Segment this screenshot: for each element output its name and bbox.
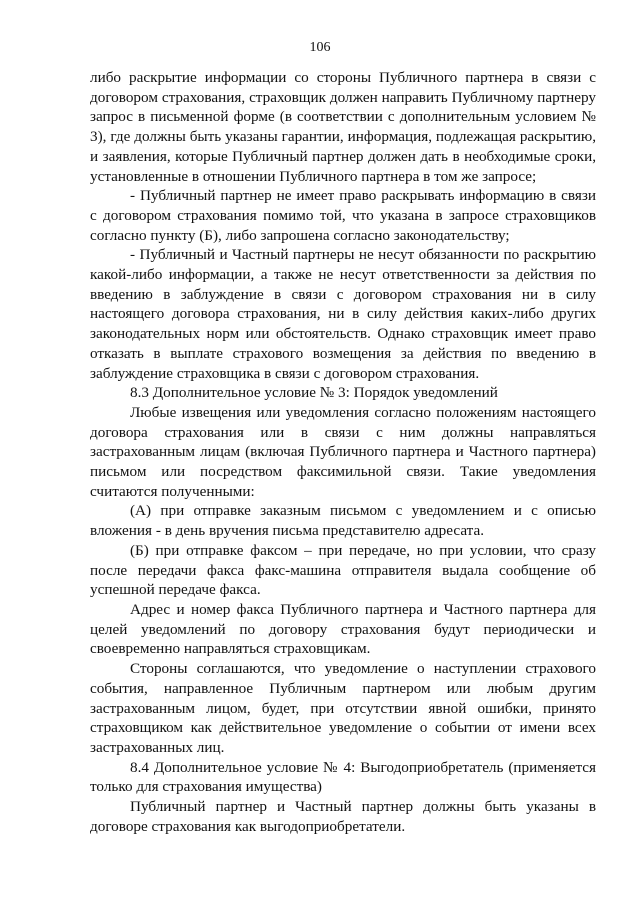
paragraph-public-partner-restriction: - Публичный партнер не имеет право раскрывать информацию в связи с договором страхования помимо той, что указана в запросе страховщиков согласно пункту (Б), либо запрошена согласно законодательству;: [90, 187, 596, 244]
paragraph-notices: Любые извещения или уведомления согласно положениям настоящего договора страхования или в связи с ним должны направляться застрахованным лицам (включая Публичного партнера и Частного партнера) письмом или посредством факсимильной связи. Такие уведомления считаются полученными:: [90, 403, 596, 500]
paragraph-disclosure-request: либо раскрытие информации со стороны Публичного партнера в связи с договором страхования, страховщик должен направить Публичному партнеру запрос в письменной форме (в соответствии с дополнительным условием № 3), где должны быть указаны гарантии, информация, подлежащая раскрытию, и заявления, которые Публичный партнер должен дать в необходимые сроки, установленные в отношении Публичного партнера в том же запросе;: [90, 69, 596, 185]
page-body: [90, 68, 596, 836]
paragraph-beneficiaries: Публичный партнер и Частный партнер должны быть указаны в договоре страхования как выгодоприобретатели.: [90, 798, 596, 835]
paragraph-parties-agree: Стороны соглашаются, что уведомление о наступлении страхового события, направленное Публичным партнером или любым другим застрахованным лицом, будет, при отсутствии явной ошибки, принято страховщиком как действительное уведомление о событии от имени всех застрахованных лиц.: [90, 660, 596, 756]
paragraph-address-fax: Адрес и номер факса Публичного партнера и Частного партнера для целей уведомлений по договору страхования будут периодически и своевременно направляться страховщикам.: [90, 600, 596, 658]
paragraph-fax: (Б) при отправке факсом – при передаче, но при условии, что сразу после передачи факса факс-машина отправителя выдала сообщение об успешной передаче факса.: [90, 541, 596, 599]
paragraph-no-disclosure-obligation: - Публичный и Частный партнеры не несут обязанности по раскрытию какой-либо информации, а также не несут ответственности за действия по введению в заблуждение в связи с договором страхования ни в силу настоящего договора страхования, ни в силу действия каких-либо других законодательных норм или обстоятельств. Однако страховщик имеет право отказать в выплате страхового возмещения за действия по введению в заблуждение страховщика в связи с договором страхования.: [90, 246, 596, 382]
page-number: 106: [309, 40, 331, 55]
paragraph-registered-mail: (А) при отправке заказным письмом с уведомлением и с описью вложения - в день вручения письма представителю адресата.: [90, 502, 596, 540]
section-heading-8-3: 8.3 Дополнительное условие № 3: Порядок уведомлений: [130, 384, 498, 402]
section-heading-8-4: 8.4 Дополнительное условие № 4: Выгодоприобретатель (применяется только для страхования имущества): [90, 758, 596, 796]
